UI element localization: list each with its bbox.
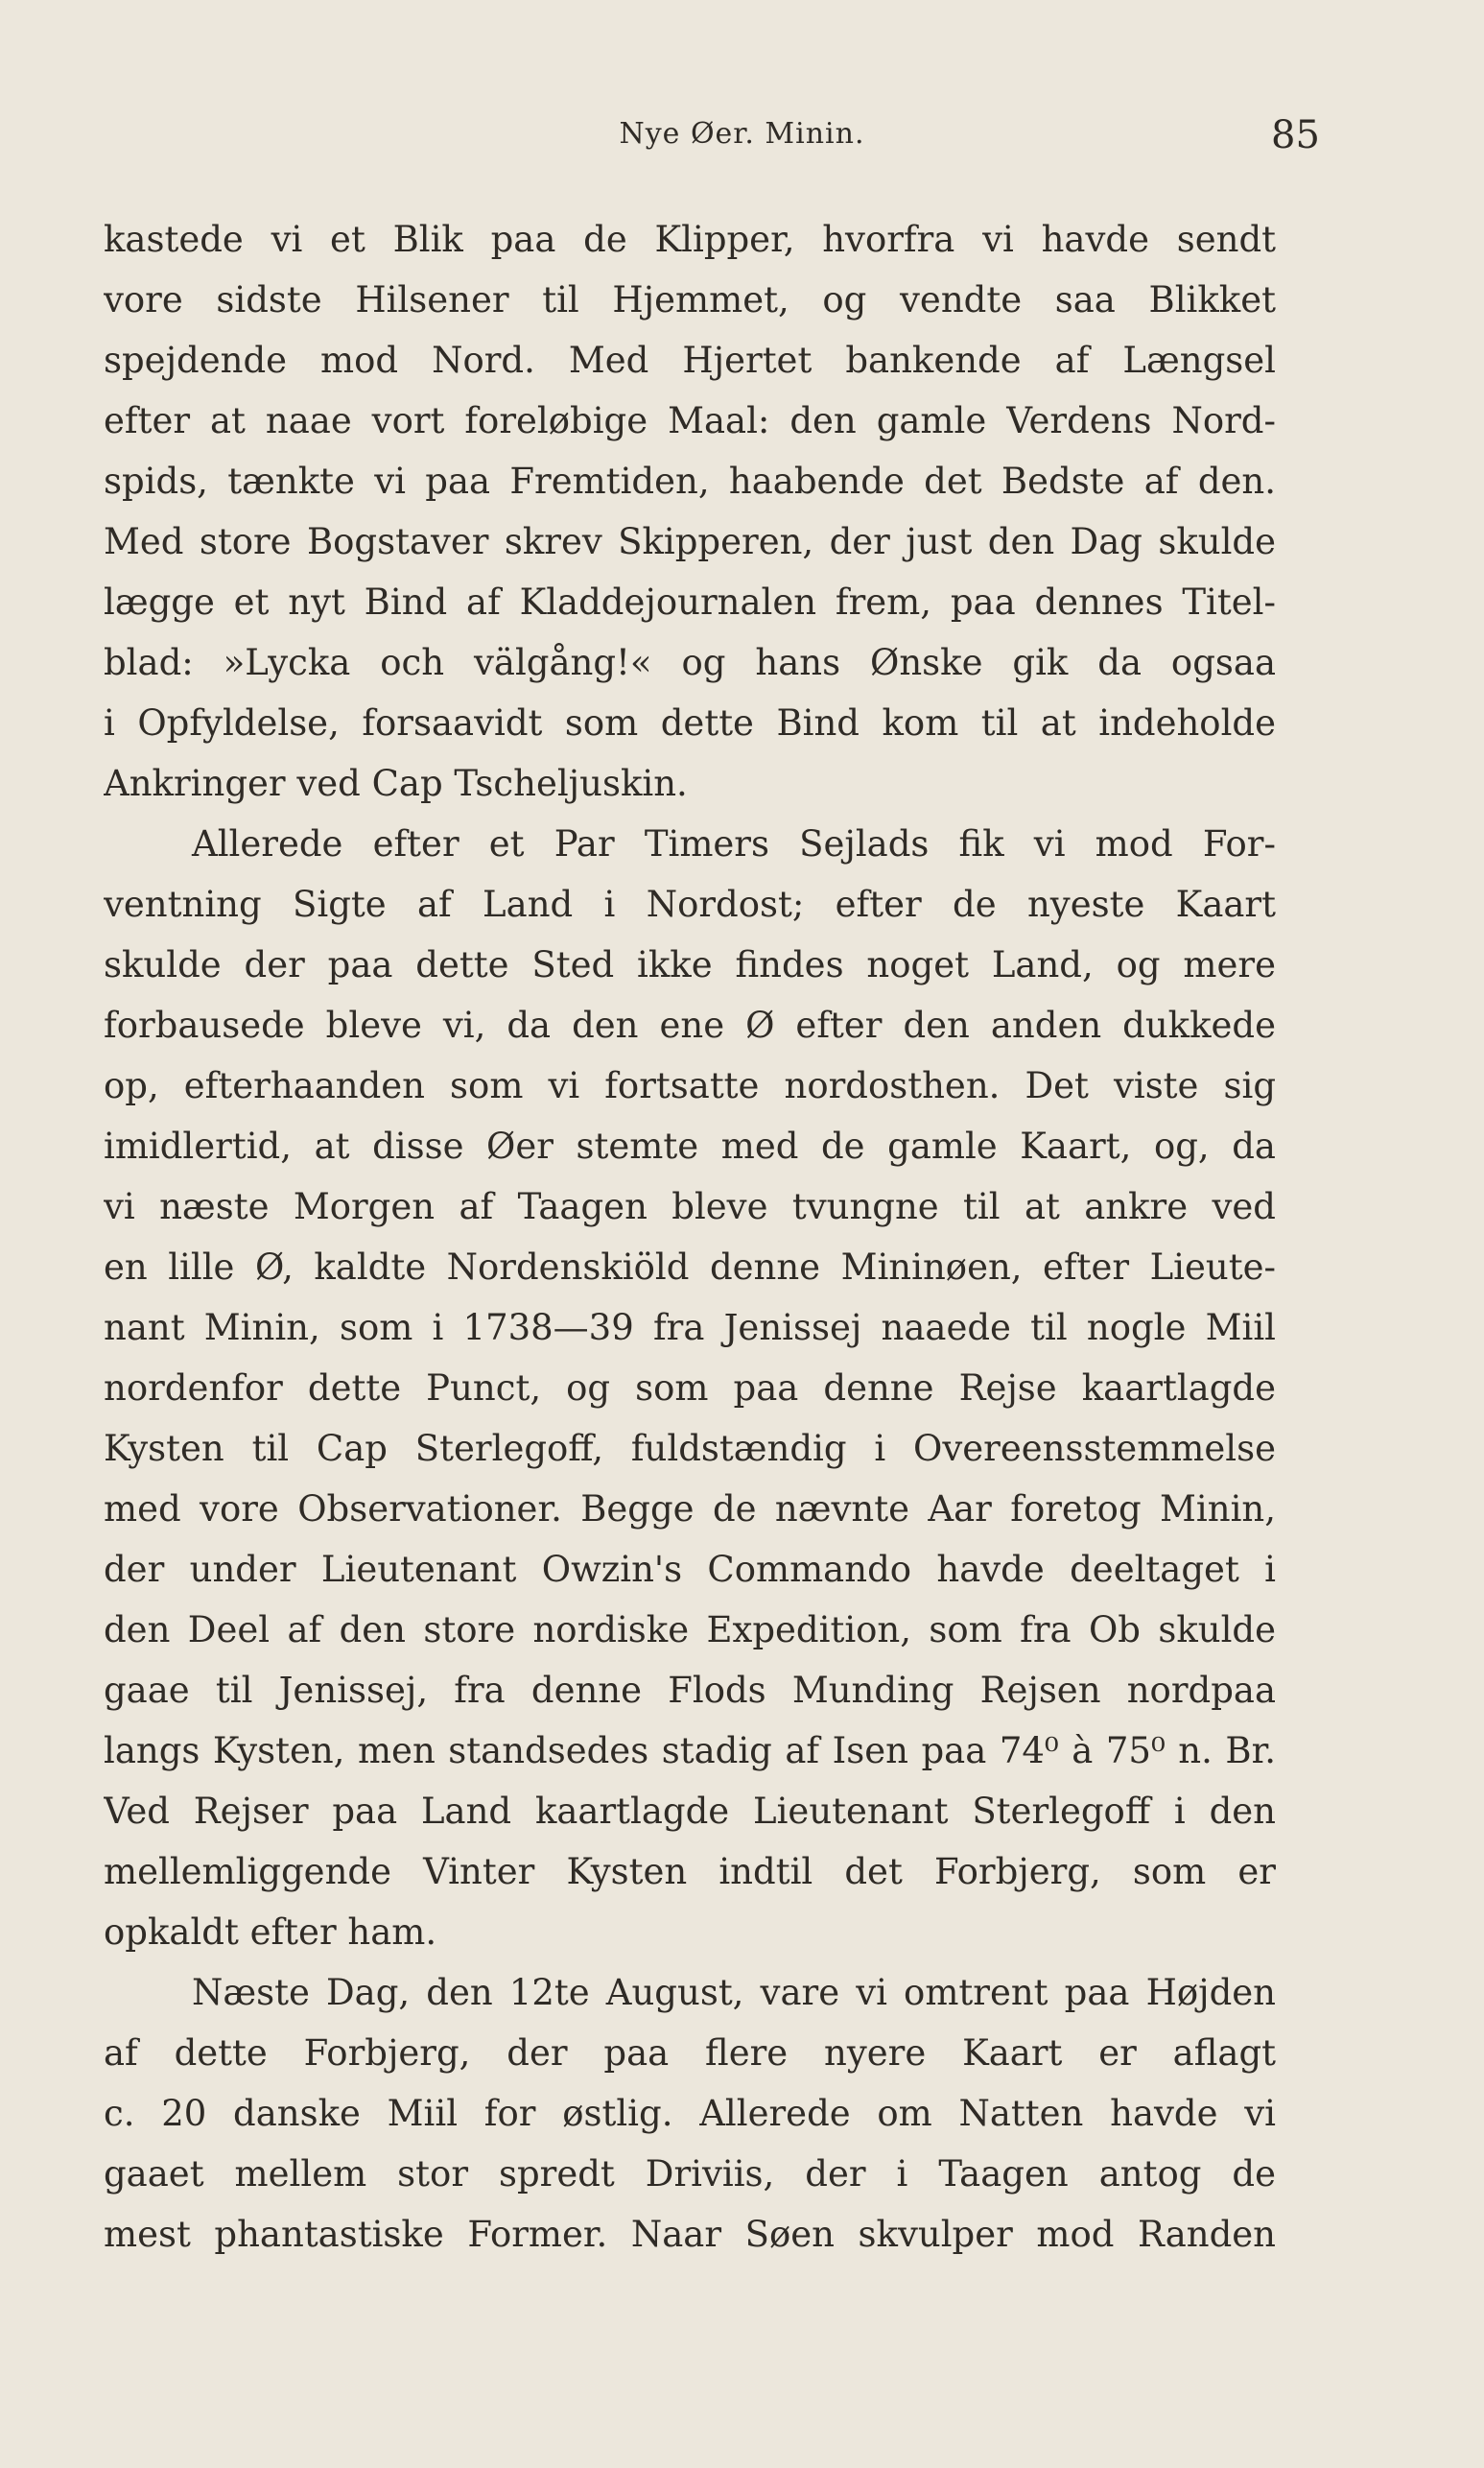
running-title: Nye Øer. Minin. [619, 117, 865, 151]
text-line: nordenfor dette Punct, og som paa denne Rejse kaartlagde [104, 1367, 1276, 1409]
text-line: gaaet mellem stor spredt Driviis, der i Taagen antog de [104, 2153, 1276, 2195]
text-line: den Deel af den store nordiske Expedition, som fra Ob skulde [104, 1609, 1276, 1650]
text-line: skulde der paa dette Sted ikke findes noget Land, og mere [104, 944, 1276, 985]
text-line: ventning Sigte af Land i Nordost; efter de nyeste Kaart [104, 884, 1276, 925]
text-line: kastede vi et Blik paa de Klipper, hvorfra vi havde sendt [104, 219, 1276, 260]
text-line: mellemliggende Vinter Kysten indtil det Forbjerg, som er [104, 1851, 1276, 1892]
text-line: med vore Observationer. Begge de nævnte Aar foretog Minin, [104, 1488, 1276, 1530]
text-line: mest phantastiske Former. Naar Søen skvulper mod Randen [104, 2214, 1276, 2255]
text-line: spids, tænkte vi paa Fremtiden, haabende det Bedste af den. [104, 461, 1276, 502]
text-line: langs Kysten, men standsedes stadig af Isen paa 74⁰ à 75⁰ n. Br. [104, 1730, 1276, 1771]
text-line: efter at naae vort foreløbige Maal: den gamle Verdens Nord- [104, 400, 1276, 441]
text-line: der under Lieutenant Owzin's Commando havde deeltaget i [104, 1549, 1276, 1590]
text-line: nant Minin, som i 1738—39 fra Jenissej naaede til nogle Miil [104, 1307, 1276, 1348]
body-text [104, 209, 1276, 2265]
text-line: vi næste Morgen af Taagen bleve tvungne til at ankre ved [104, 1186, 1276, 1227]
text-line: i Opfyldelse, forsaavidt som dette Bind kom til at indeholde [104, 702, 1276, 744]
text-line: c. 20 danske Miil for østlig. Allerede om Natten havde vi [104, 2093, 1276, 2134]
text-line: en lille Ø, kaldte Nordenskiöld denne Mininøen, efter Lieute- [104, 1246, 1276, 1288]
text-line: op, efterhaanden som vi fortsatte nordosthen. Det viste sig [104, 1065, 1276, 1106]
text-line: Ankringer ved Cap Tscheljuskin. [104, 763, 688, 804]
text-line: gaae til Jenissej, fra denne Flods Munding Rejsen nordpaa [104, 1670, 1276, 1711]
text-line: Med store Bogstaver skrev Skipperen, der just den Dag skulde [104, 521, 1276, 562]
text-line: spejdende mod Nord. Med Hjertet bankende af Længsel [104, 340, 1276, 381]
text-line: Kysten til Cap Sterlegoff, fuldstændig i Overeensstemmelse [104, 1428, 1276, 1469]
paragraph-start-line: Allerede efter et Par Timers Sejlads fik vi mod For- [192, 823, 1276, 865]
text-line: forbausede bleve vi, da den ene Ø efter den anden dukkede [104, 1005, 1276, 1046]
text-line: Ved Rejser paa Land kaartlagde Lieutenant Sterlegoff i den [104, 1791, 1276, 1832]
text-line: lægge et nyt Bind af Kladdejournalen frem, paa dennes Titel- [104, 581, 1276, 623]
text-line: blad: »Lycka och välgång!« og hans Ønske gik da ogsaa [104, 642, 1276, 683]
text-line: imidlertid, at disse Øer stemte med de gamle Kaart, og, da [104, 1126, 1276, 1167]
text-line: af dette Forbjerg, der paa flere nyere Kaart er aflagt [104, 2032, 1276, 2074]
text-line: vore sidste Hilsener til Hjemmet, og vendte saa Blikket [104, 279, 1276, 320]
text-line: opkaldt efter ham. [104, 1911, 437, 1953]
page-number: 85 [1271, 113, 1320, 157]
paragraph-start-line: Næste Dag, den 12te August, vare vi omtrent paa Højden [192, 1972, 1276, 2013]
